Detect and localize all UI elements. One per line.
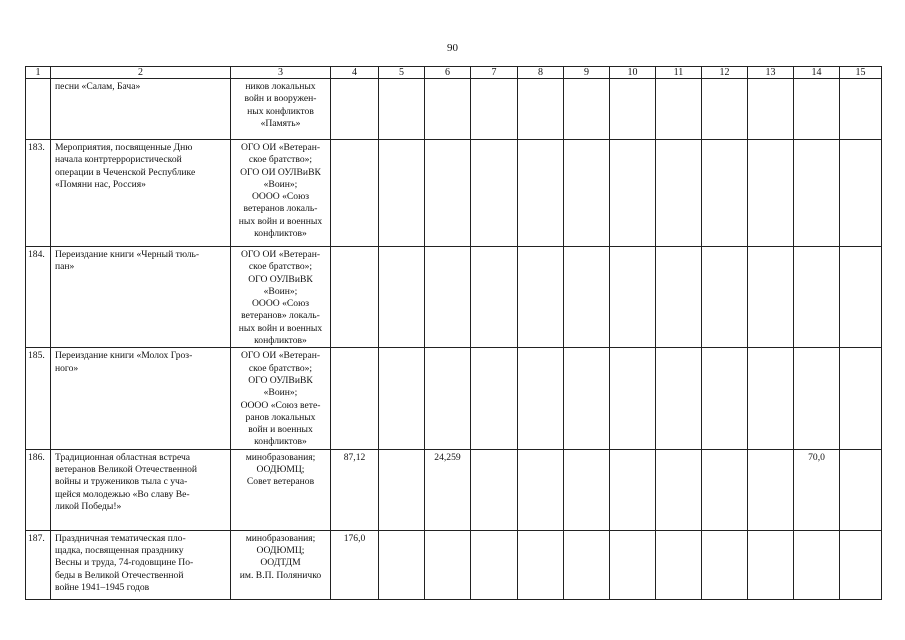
executor-line: ников локальных bbox=[245, 81, 316, 92]
value-cell-col-6 bbox=[425, 140, 471, 247]
executor-line: ское братство»; bbox=[248, 154, 313, 166]
value-cell-col-14: 70,0 bbox=[794, 449, 840, 530]
event-name bbox=[51, 530, 231, 599]
event-line: пан» bbox=[55, 261, 75, 273]
value-cell-col-9 bbox=[564, 530, 610, 599]
value-cell-col-11 bbox=[656, 348, 702, 449]
value-cell-col-9 bbox=[564, 79, 610, 140]
value-cell-col-11 bbox=[656, 530, 702, 599]
value-cell-col-14 bbox=[794, 140, 840, 247]
value-cell-col-9 bbox=[564, 247, 610, 348]
value-cell-col-15 bbox=[840, 79, 882, 140]
executor-line: ных войн и военных bbox=[238, 322, 323, 334]
value-cell-col-4: 87,12 bbox=[331, 449, 379, 530]
event-line: «Помяни нас, Россия» bbox=[55, 178, 146, 190]
value-cell-col-13 bbox=[748, 247, 794, 348]
value-cell-col-4 bbox=[331, 140, 379, 247]
event-line: Традиционная областная встреча bbox=[55, 451, 191, 463]
value-cell-col-4: 176,0 bbox=[331, 530, 379, 599]
column-header-12: 12 bbox=[702, 67, 748, 79]
value-cell-col-14 bbox=[794, 247, 840, 348]
value-cell-col-10 bbox=[610, 449, 656, 530]
value-cell-col-12 bbox=[702, 449, 748, 530]
column-header-14: 14 bbox=[794, 67, 840, 79]
value-cell-col-11 bbox=[656, 140, 702, 247]
column-header-1: 1 bbox=[26, 67, 51, 79]
column-header-8: 8 bbox=[518, 67, 564, 79]
value-cell-col-12 bbox=[702, 530, 748, 599]
value-cell-col-13 bbox=[748, 449, 794, 530]
value-cell-col-15 bbox=[840, 348, 882, 449]
value-cell-col-5 bbox=[379, 348, 425, 449]
value-cell-col-12 bbox=[702, 140, 748, 247]
executor-line: минобразования; bbox=[245, 451, 316, 463]
event-line: начала контртеррористической bbox=[55, 154, 182, 166]
value-cell-col-7 bbox=[471, 348, 518, 449]
value-cell-col-15 bbox=[840, 140, 882, 247]
event-line: Переиздание книги «Молох Гроз- bbox=[55, 350, 193, 362]
executors bbox=[231, 247, 331, 348]
executor-line: минобразования; bbox=[245, 532, 316, 544]
event-line: Мероприятия, посвященные Дню bbox=[55, 142, 193, 153]
executor-line: ОГО ОУЛВиВК bbox=[248, 273, 313, 285]
column-header-4: 4 bbox=[331, 67, 379, 79]
executor-line: им. В.П. Поляничко bbox=[239, 569, 322, 581]
value-cell-col-7 bbox=[471, 247, 518, 348]
value-cell-col-4 bbox=[331, 348, 379, 449]
value-cell-col-10 bbox=[610, 530, 656, 599]
column-header-9: 9 bbox=[564, 67, 610, 79]
value-cell-col-10 bbox=[610, 247, 656, 348]
event-name bbox=[51, 247, 231, 348]
value-cell-col-5 bbox=[379, 140, 425, 247]
value-cell-col-15 bbox=[840, 247, 882, 348]
value-cell-col-10 bbox=[610, 79, 656, 140]
event-line: песни «Салам, Бача» bbox=[55, 81, 141, 92]
value-cell-col-8 bbox=[518, 530, 564, 599]
executors bbox=[231, 530, 331, 599]
value-cell-col-10 bbox=[610, 348, 656, 449]
executors bbox=[231, 140, 331, 247]
executor-line: конфликтов» bbox=[254, 335, 307, 347]
value-cell-col-6 bbox=[425, 79, 471, 140]
table-row bbox=[26, 247, 882, 348]
table-row bbox=[26, 348, 882, 449]
executors bbox=[231, 79, 331, 140]
page-number: 90 bbox=[447, 42, 458, 54]
executor-line: ОООО «Союз bbox=[251, 298, 310, 310]
column-header-15: 15 bbox=[840, 67, 882, 79]
event-name bbox=[51, 140, 231, 247]
executor-line: ООДТДМ bbox=[260, 557, 301, 569]
row-number: 184. bbox=[26, 247, 51, 348]
executor-line: ОГО ОИ ОУЛВиВК bbox=[240, 166, 321, 178]
column-header-2: 2 bbox=[51, 67, 231, 79]
value-cell-col-14 bbox=[794, 79, 840, 140]
column-header-10: 10 bbox=[610, 67, 656, 79]
event-name bbox=[51, 449, 231, 530]
executor-line: «Воин»; bbox=[263, 178, 298, 190]
row-number: 183. bbox=[26, 140, 51, 247]
event-line: ликой Победы!» bbox=[55, 500, 122, 512]
row-number: 185. bbox=[26, 348, 51, 449]
value-cell-col-8 bbox=[518, 449, 564, 530]
value-cell-col-14 bbox=[794, 348, 840, 449]
executor-line: ранов локальных bbox=[245, 411, 316, 423]
event-line: беды в Великой Отечественной bbox=[55, 569, 184, 581]
event-line: ветеранов Великой Отечественной bbox=[55, 464, 198, 476]
executor-line: ООДЮМЦ; bbox=[256, 464, 305, 476]
value-cell-col-13 bbox=[748, 348, 794, 449]
value-cell-col-15 bbox=[840, 530, 882, 599]
executors bbox=[231, 348, 331, 449]
row-number bbox=[26, 79, 51, 140]
row-number: 186. bbox=[26, 449, 51, 530]
value-cell-col-13 bbox=[748, 140, 794, 247]
executor-line: войн и военных bbox=[248, 424, 313, 436]
column-header-11: 11 bbox=[656, 67, 702, 79]
value-cell-col-11 bbox=[656, 79, 702, 140]
executor-line: ных конфликтов bbox=[247, 105, 314, 117]
executor-line: ское братство»; bbox=[248, 362, 313, 374]
event-name bbox=[51, 348, 231, 449]
column-header-7: 7 bbox=[471, 67, 518, 79]
value-cell-col-10 bbox=[610, 140, 656, 247]
value-cell-col-8 bbox=[518, 140, 564, 247]
executor-line: ветеранов локаль- bbox=[243, 203, 318, 215]
executor-line: войн и вооружен- bbox=[244, 93, 317, 105]
column-header-3: 3 bbox=[231, 67, 331, 79]
value-cell-col-11 bbox=[656, 449, 702, 530]
value-cell-col-5 bbox=[379, 247, 425, 348]
event-line: войне 1941–1945 годов bbox=[55, 581, 150, 593]
executor-line: ОООО «Союз вете- bbox=[240, 399, 321, 411]
value-cell-col-6 bbox=[425, 348, 471, 449]
table-row bbox=[26, 140, 882, 247]
event-line: Праздничная тематическая пло- bbox=[55, 532, 186, 544]
executor-line: ОООО «Союз bbox=[251, 191, 310, 203]
executor-line: ветеранов» локаль- bbox=[241, 310, 320, 322]
executors bbox=[231, 449, 331, 530]
executor-line: конфликтов» bbox=[254, 228, 307, 240]
executor-line: ОГО ОУЛВиВК bbox=[248, 374, 313, 386]
value-cell-col-7 bbox=[471, 449, 518, 530]
header-row bbox=[26, 67, 882, 79]
value-cell-col-12 bbox=[702, 247, 748, 348]
value-cell-col-6 bbox=[425, 530, 471, 599]
value-cell-col-4 bbox=[331, 247, 379, 348]
event-line: Переиздание книги «Черный тюль- bbox=[55, 249, 200, 260]
row-number: 187. bbox=[26, 530, 51, 599]
column-header-6: 6 bbox=[425, 67, 471, 79]
event-line: щейся молодежью «Во славу Ве- bbox=[55, 488, 190, 500]
event-line: операции в Чеченской Республике bbox=[55, 166, 196, 178]
value-cell-col-9 bbox=[564, 140, 610, 247]
event-line: Весны и труда, 74-годовщине По- bbox=[55, 557, 194, 569]
table-row bbox=[26, 449, 882, 530]
value-cell-col-11 bbox=[656, 247, 702, 348]
value-cell-col-6: 24,259 bbox=[425, 449, 471, 530]
event-line: войны и тружеников тыла с уча- bbox=[55, 476, 188, 488]
value-cell-col-8 bbox=[518, 247, 564, 348]
plan-table bbox=[25, 66, 882, 600]
event-line: ного» bbox=[55, 362, 79, 374]
executor-line: ОГО ОИ «Ветеран- bbox=[240, 350, 321, 362]
value-cell-col-6 bbox=[425, 247, 471, 348]
value-cell-col-13 bbox=[748, 530, 794, 599]
value-cell-col-9 bbox=[564, 449, 610, 530]
executor-line: ных войн и военных bbox=[238, 215, 323, 227]
event-line: щадка, посвященная празднику bbox=[55, 545, 184, 557]
executor-line: Совет ветеранов bbox=[246, 476, 315, 488]
value-cell-col-5 bbox=[379, 79, 425, 140]
value-cell-col-13 bbox=[748, 79, 794, 140]
value-cell-col-8 bbox=[518, 348, 564, 449]
value-cell-col-9 bbox=[564, 348, 610, 449]
value-cell-col-5 bbox=[379, 449, 425, 530]
value-cell-col-14 bbox=[794, 530, 840, 599]
value-cell-col-15 bbox=[840, 449, 882, 530]
column-header-5: 5 bbox=[379, 67, 425, 79]
value-cell-col-7 bbox=[471, 530, 518, 599]
value-cell-col-12 bbox=[702, 348, 748, 449]
executor-line: ОГО ОИ «Ветеран- bbox=[240, 142, 321, 153]
executor-line: «Воин»; bbox=[263, 285, 298, 297]
executor-line: ОГО ОИ «Ветеран- bbox=[240, 249, 321, 260]
table-row bbox=[26, 530, 882, 599]
executor-line: ООДЮМЦ; bbox=[256, 545, 305, 557]
executor-line: конфликтов» bbox=[254, 436, 307, 448]
event-name bbox=[51, 79, 231, 140]
value-cell-col-7 bbox=[471, 79, 518, 140]
value-cell-col-8 bbox=[518, 79, 564, 140]
executor-line: ское братство»; bbox=[248, 261, 313, 273]
table-row bbox=[26, 79, 882, 140]
value-cell-col-12 bbox=[702, 79, 748, 140]
value-cell-col-4 bbox=[331, 79, 379, 140]
column-header-13: 13 bbox=[748, 67, 794, 79]
executor-line: «Память» bbox=[260, 117, 301, 129]
value-cell-col-5 bbox=[379, 530, 425, 599]
executor-line: «Воин»; bbox=[263, 387, 298, 399]
value-cell-col-7 bbox=[471, 140, 518, 247]
